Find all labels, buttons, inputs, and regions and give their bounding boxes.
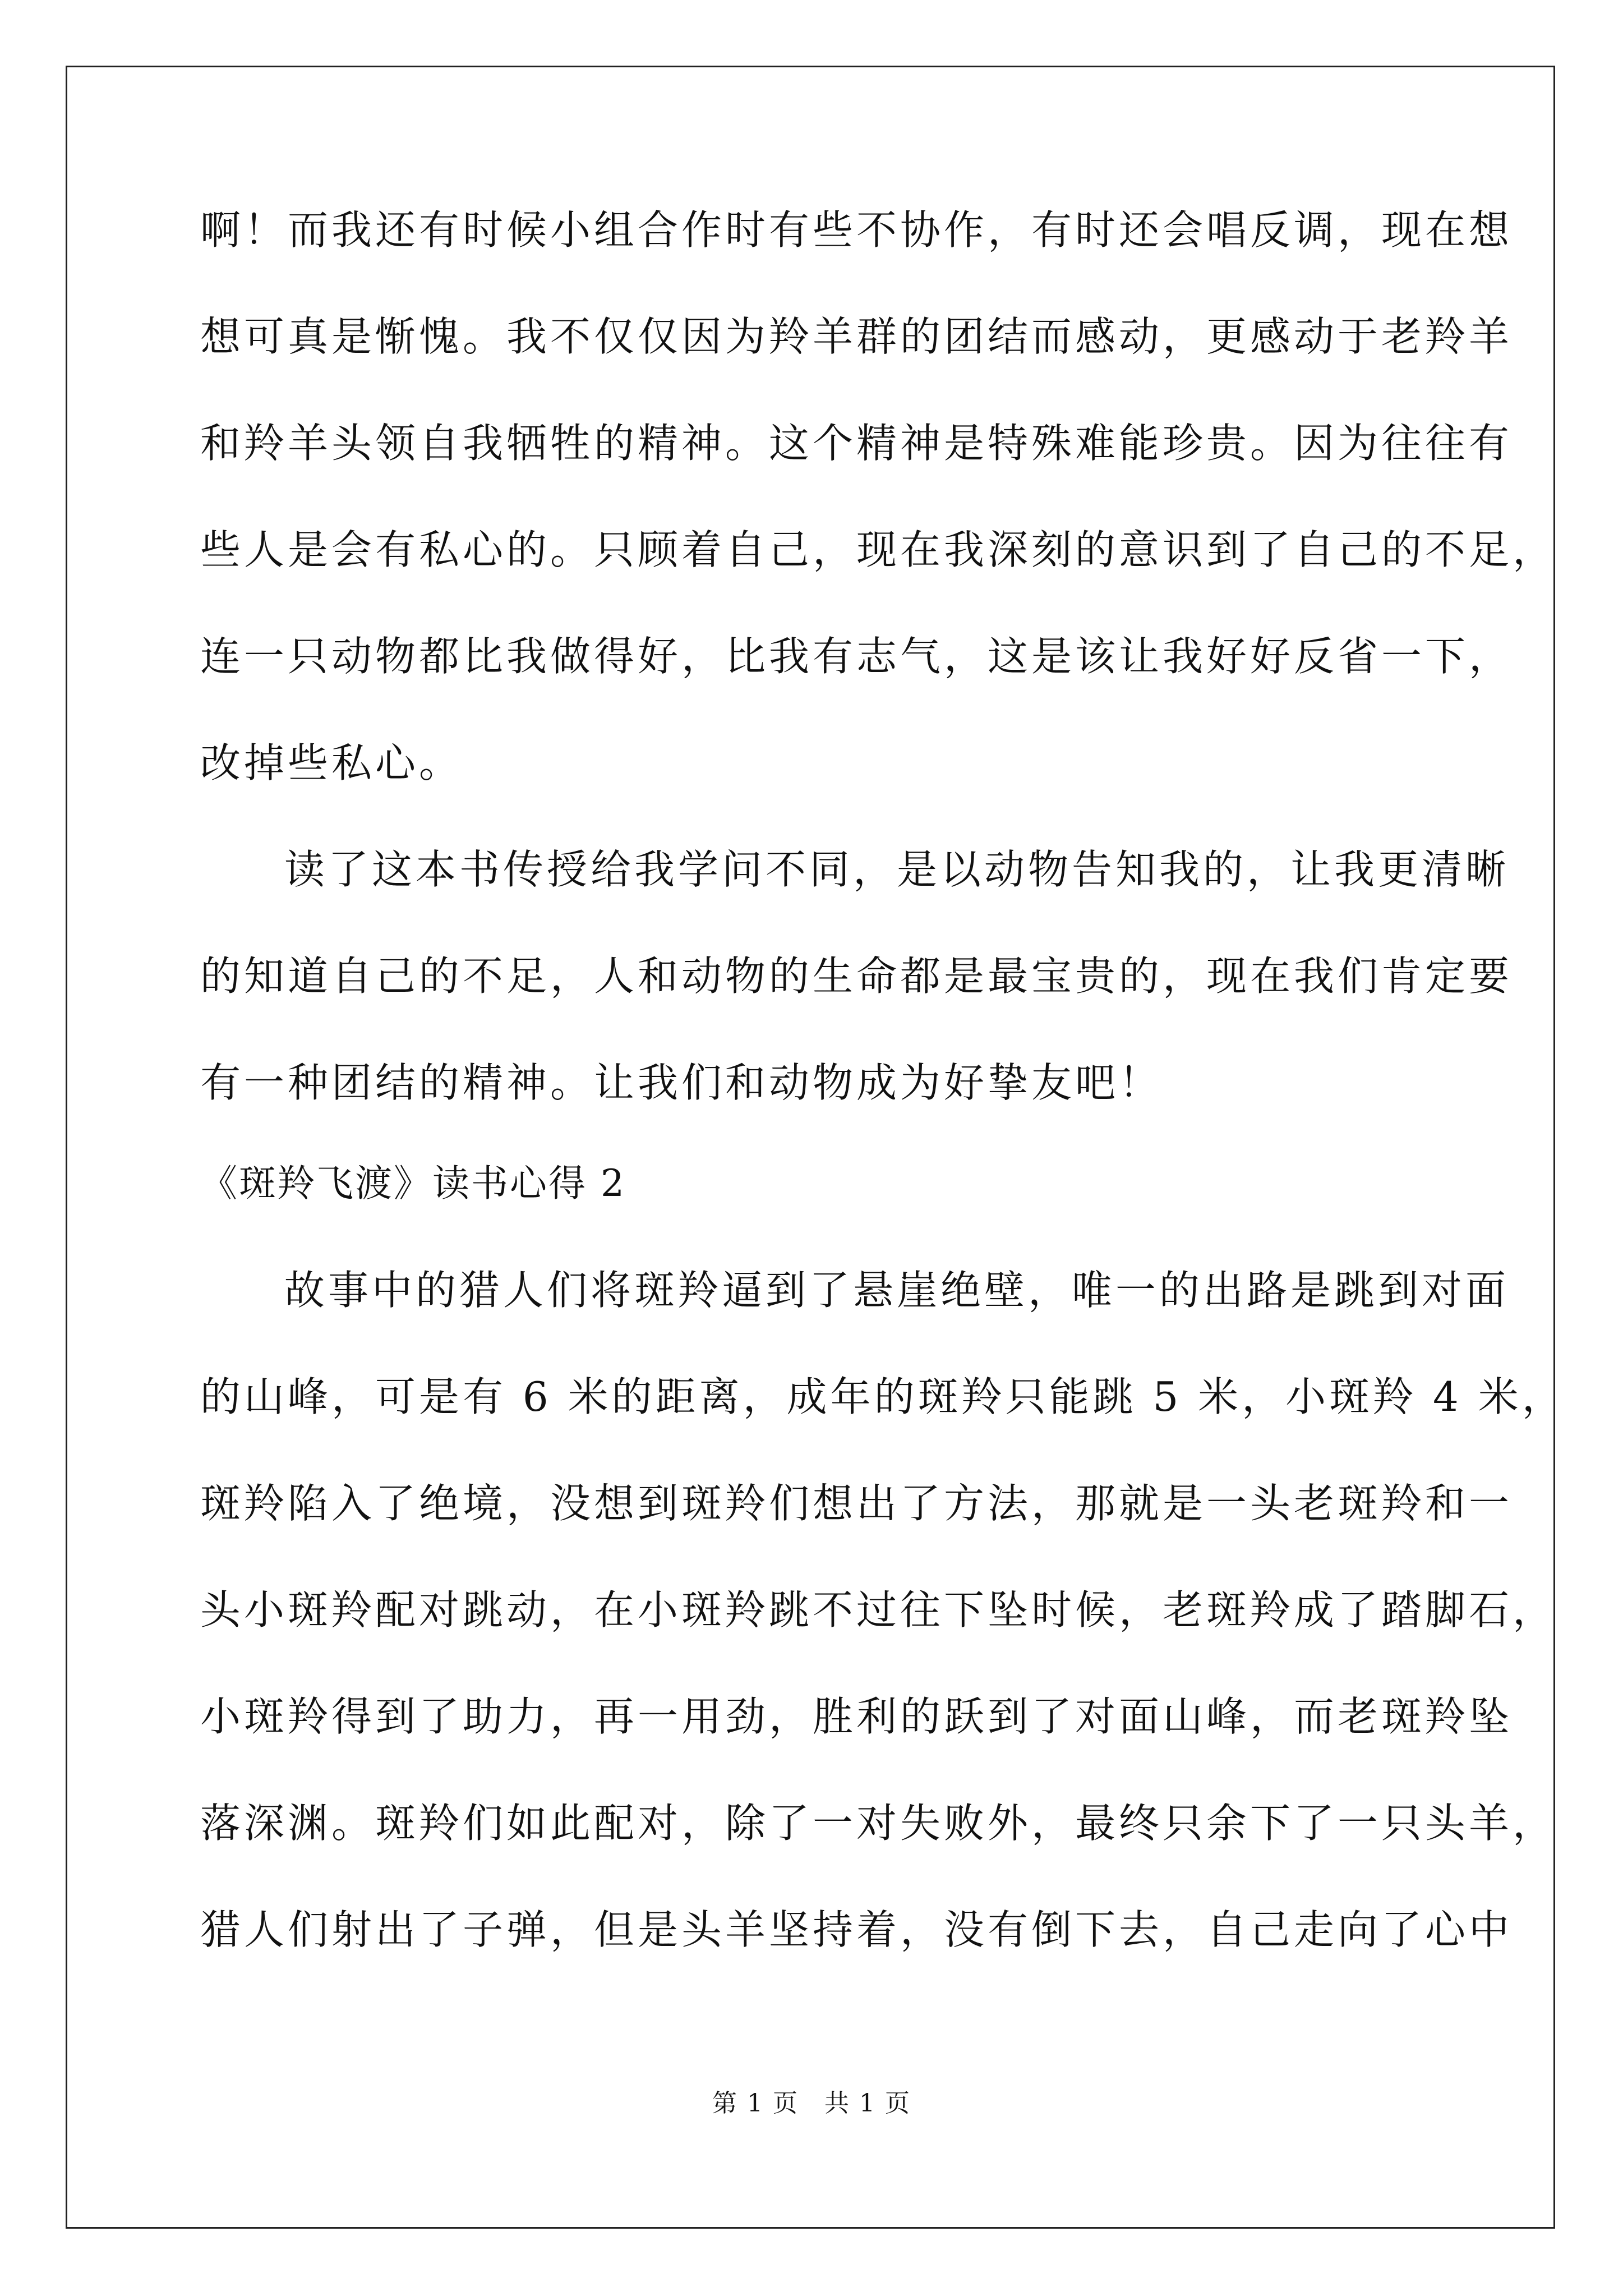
paragraph-line: 改掉些私心。	[200, 739, 463, 786]
paragraph-line: 的知道自己的不足，人和动物的生命都是最宝贵的，现在我们肯定要	[200, 953, 1513, 1000]
paragraph-line: 斑羚陷入了绝境，没想到斑羚们想出了方法，那就是一头老斑羚和一	[200, 1480, 1513, 1527]
paragraph-line: 的山峰，可是有 6 米的距离，成年的斑羚只能跳 5 米，小斑羚 4 米，	[200, 1373, 1566, 1420]
paragraph-line: 有一种团结的精神。让我们和动物成为好挚友吧！	[200, 1059, 1163, 1106]
paragraph-line: 啊！而我还有时候小组合作时有些不协作，有时还会唱反调，现在想	[200, 206, 1513, 254]
paragraph-line: 头小斑羚配对跳动，在小斑羚跳不过往下坠时候，老斑羚成了踏脚石，	[200, 1586, 1557, 1634]
section-title: 《斑羚飞渡》读书心得 2	[200, 1162, 626, 1205]
paragraph-line: 些人是会有私心的。只顾着自己，现在我深刻的意识到了自己的不足，	[200, 526, 1557, 573]
paragraph-line: 猎人们射出了子弹，但是头羊坚持着，没有倒下去，自己走向了心中	[200, 1906, 1513, 1953]
paragraph-line: 想可真是惭愧。我不仅仅因为羚羊群的团结而感动，更感动于老羚羊	[200, 313, 1513, 360]
paragraph-line: 读了这本书传授给我学问不同，是以动物告知我的，让我更清晰	[284, 846, 1510, 893]
paragraph-line: 落深渊。斑羚们如此配对，除了一对失败外，最终只余下了一只头羊，	[200, 1800, 1557, 1847]
paragraph-line: 故事中的猎人们将斑羚逼到了悬崖绝壁，唯一的出路是跳到对面	[284, 1267, 1510, 1314]
paragraph-line: 和羚羊头领自我牺牲的精神。这个精神是特殊难能珍贵。因为往往有	[200, 420, 1513, 467]
paragraph-line: 连一只动物都比我做得好，比我有志气，这是该让我好好反省一下，	[200, 633, 1513, 680]
page-number-footer: 第 1 页 共 1 页	[712, 2089, 911, 2118]
paragraph-line: 小斑羚得到了助力，再一用劲，胜利的跃到了对面山峰，而老斑羚坠	[200, 1693, 1513, 1740]
